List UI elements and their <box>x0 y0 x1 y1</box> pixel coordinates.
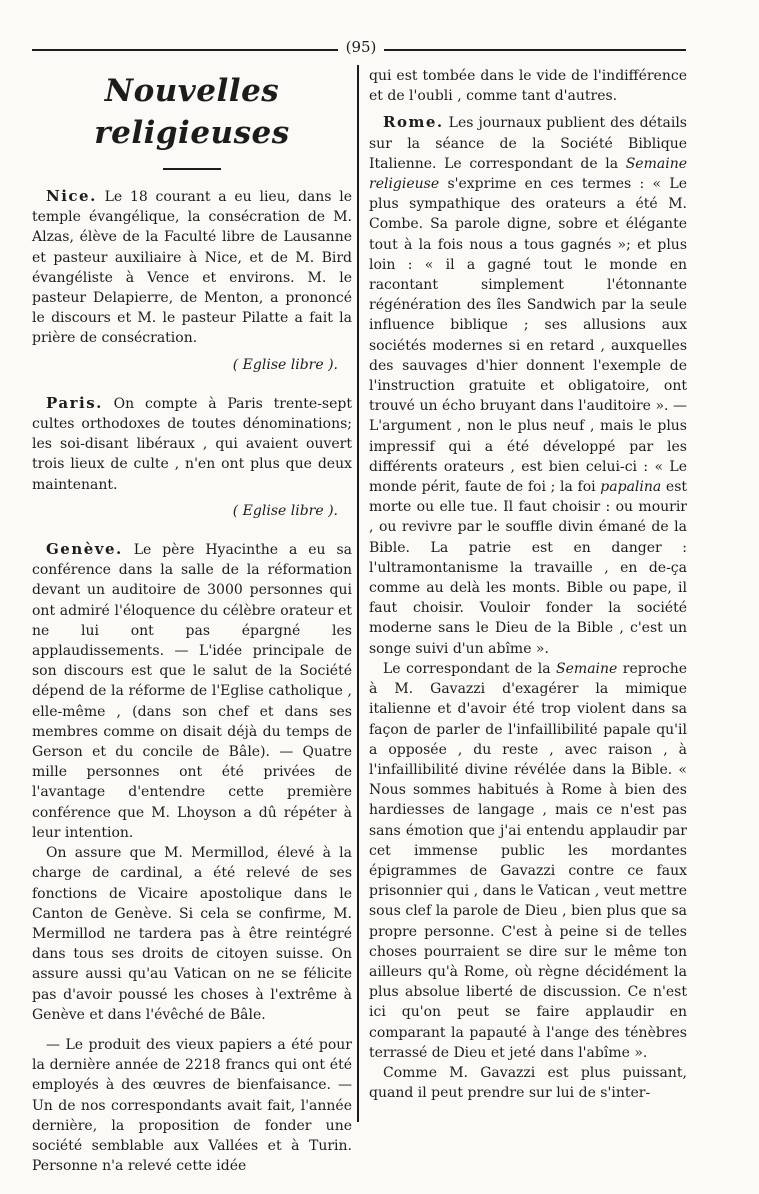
paragraph-text: est morte ou elle tue. Il faut choisir : ou mourir , ou revivre par le souffle divin émané de la Bible. La patrie est en danger : l'ultramontanisme la travaille , en de-ça comme au delà les monts. Bible ou pape, il faut choisir. Vouloir fonder la société moderne sans le Dieu de la Bible , c'est un songe suivi d'un abîme ». <box>369 479 688 657</box>
paragraph-text: Les journaux publient des détails sur la séance de la Société Biblique Italienne. Le correspondant de la <box>369 115 687 172</box>
section-title: Nouvelles religieuses <box>94 73 290 151</box>
place-heading: Rome. <box>383 113 444 132</box>
paragraph-text: Le 18 courant a eu lieu, dans le temple évangélique, la consécration de M. Alzas, élève de la Faculté libre de Lausanne et pasteur auxiliaire à Nice, et de M. Bird évangéliste à Vence et environs. M. le pasteur Delapierre, de Menton, a prononcé le discours et M. le pasteur Pilatte a fait la prière de consécration. <box>32 189 352 347</box>
paragraph-text: Le père Hyacinthe a eu sa conférence dans la salle de la réformation devant un auditoire de 3000 personnes qui ont admiré l'éloquence du célèbre orateur et ne lui ont pas épargné les applaudissements. — L'idée principale de son discours est que le salut de la Société dépend de la réforme de l'Eglise catholique , elle-même , (dans son chef et dans ses membres comme on disait déjà du temps de Gerson et du concile de Bâle). — Quatre mille personnes ont été privées de l'avantage d'entendre cette première conférence que M. Lhoyson a dû répéter à leur intention. <box>32 542 352 841</box>
place-heading: Nice. <box>46 187 97 205</box>
news-item-geneve <box>32 539 352 1176</box>
news-item-nice <box>32 186 352 375</box>
source-citation: ( Eglise libre ). <box>232 356 338 373</box>
paragraph-text: reproche à M. Gavazzi d'exagérer la mimique italienne et d'avoir été trop violent dans sa façon de parler de l'infaillibilité papale qu'il a opposée , du reste , avec raison , à l'infaillibilité divine révélée dans la Bible. « Nous sommes habitués à Rome à bien des hardiesses de langage , mais ce n'est pas sans émotion que j'ai entendu applaudir par cet immense public les mordantes épigrammes de Gavazzi contre ce faux prisonnier qui , dans le Vatican , veut mettre sous clef la parole de Dieu , bien plus que sa propre personne. C'est à peine si de telles choses pourraient se dire sur le même ton ailleurs qu'à Rome, où règne décidément la plus absolue liberté de discussion. Ce n'est ici qu'on peut se faire applaudir en comparant la papauté à l'ange des ténèbres terrassé de Dieu et jeté dans l'abîme ». <box>369 660 688 1061</box>
paragraph <box>369 659 687 1063</box>
page-header <box>32 38 686 58</box>
paragraph-text: s'exprime en ces termes : « Le plus sympathique des orateurs a été M. Combe. Sa parole digne, sobre et élégante tout à la fois nous a tous gagnés »; et plus loin : « il a gagné tout le monde en racontant simplement l'étonnante régénération des îles Sandwich par la seule influence biblique ; ses allusions aux sociétés modernes si en retard , auxquelles des sauvages d'hier donnent l'exemple de l'instruction gratuite et obligatoire, ont trouvé un écho bruyant dans l'auditoire ». — L'argument , non le plus neuf , mais le plus impressif qui a été développé par les différents orateurs , est bien celui-ci : « Le monde périt, faute de foi ; la foi <box>369 176 687 496</box>
italic-word: papalina <box>600 479 662 496</box>
paragraph-continuation: qui est tombée dans le vide de l'indifférence et de l'oubli , comme tant d'autres. <box>369 68 687 105</box>
left-column <box>32 66 352 1194</box>
title-rule <box>163 168 221 170</box>
publication-name: Semaine religieuse <box>369 155 687 193</box>
paragraph <box>32 539 352 843</box>
header-rule-right <box>384 49 686 51</box>
source-citation: ( Eglise libre ). <box>232 502 338 519</box>
publication-name: Semaine <box>556 660 618 677</box>
page-number: (95) <box>345 38 377 56</box>
paragraph: — Le produit des vieux papiers a été pour la dernière année de 2218 francs qui ont été employés à des œuvres de bienfaisance. — Un de nos correspondants avait fait, l'année dernière, la proposition de fonder une société semblable aux Vallées et à Turin. Personne n'a relevé cette idée <box>32 1036 352 1175</box>
right-column <box>369 66 687 1103</box>
paragraph: On assure que M. Mermillod, élevé à la charge de cardinal, a été relevé de ses fonctions de Vicaire apostolique dans le Canton de Genève. Si cela se confirme, M. Mermillod ne tardera pas à être reintégré dans tous ses droits de citoyen suisse. On assure aussi qu'au Vatican on ne se félicite pas d'avoir poussé les choses à l'extrême à Genève et dans l'évêché de Bâle. <box>32 845 352 1023</box>
paragraph <box>32 186 352 349</box>
paragraph-text: Le correspondant de la <box>383 660 557 677</box>
paragraph <box>369 112 687 658</box>
paragraph-text: On compte à Paris trente-sept cultes orthodoxes de toutes dénominations; les soi-disant libéraux , qui avaient ouvert trois lieux de culte , n'en ont plus que deux maintenant. <box>32 395 352 493</box>
paragraph <box>32 393 352 495</box>
header-rule-left <box>32 49 338 51</box>
news-item-paris <box>32 393 352 521</box>
column-divider <box>357 65 359 1122</box>
place-heading: Genève. <box>46 540 123 559</box>
place-heading: Paris. <box>46 393 103 412</box>
paragraph: Comme M. Gavazzi est plus puissant, quand il peut prendre sur lui de s'inter- <box>369 1064 687 1102</box>
